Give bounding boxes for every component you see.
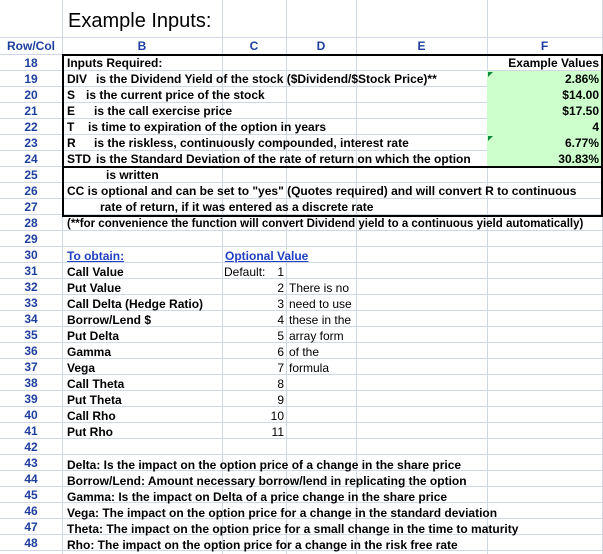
- obtain-item-label: Put Value: [67, 281, 122, 295]
- example-values-heading: Example Values: [508, 56, 599, 70]
- row-header[interactable]: 44: [24, 472, 38, 486]
- column-header-b[interactable]: B: [137, 39, 147, 53]
- input-desc-std: is the Standard Deviation of the rate of return on which the option: [96, 152, 471, 166]
- optional-value-heading[interactable]: Optional Value: [225, 249, 309, 263]
- input-desc-std-cont: is written: [106, 168, 159, 182]
- row-header[interactable]: 35: [24, 328, 38, 342]
- obtain-item-label: Vega: [67, 361, 96, 375]
- obtain-item-value[interactable]: 9: [277, 393, 284, 407]
- dividend-note: (**for convenience the function will convert Dividend yield to a continuous yield automatically): [67, 218, 584, 230]
- input-code-s: S: [67, 88, 76, 102]
- gridline: [0, 454, 603, 455]
- input-desc-div: is the Dividend Yield of the stock ($Dividend/$Stock Price)**: [96, 72, 437, 86]
- obtain-item-value[interactable]: 4: [277, 313, 284, 327]
- row-header[interactable]: 19: [24, 72, 38, 86]
- cc-note-line1: CC is optional and can be set to "yes" (Quotes required) and will convert R to continuous: [67, 184, 577, 198]
- row-header[interactable]: 23: [24, 136, 38, 150]
- column-header-c[interactable]: C: [249, 39, 259, 53]
- obtain-item-label: Gamma: [67, 345, 112, 359]
- row-header[interactable]: 37: [24, 360, 38, 374]
- row-header[interactable]: 30: [24, 248, 38, 262]
- row-col-corner: Row/Col: [7, 39, 55, 53]
- row-header[interactable]: 48: [24, 536, 38, 550]
- obtain-item-value[interactable]: 6: [277, 345, 284, 359]
- row-header[interactable]: 29: [24, 232, 38, 246]
- row-header[interactable]: 47: [24, 520, 38, 534]
- obtain-item-label: Call Delta (Hedge Ratio): [67, 297, 204, 311]
- input-value-s[interactable]: $14.00: [562, 88, 599, 102]
- definition-gamma: Gamma: Is the impact on Delta of a price change in the share price: [67, 490, 448, 504]
- input-code-e: E: [67, 104, 76, 118]
- row-header[interactable]: 26: [24, 184, 38, 198]
- obtain-item-value[interactable]: 7: [277, 361, 284, 375]
- obtain-item-label: Put Delta: [67, 329, 120, 343]
- input-desc-e: is the call exercise price: [94, 104, 233, 118]
- row-header[interactable]: 43: [24, 456, 38, 470]
- to-obtain-heading[interactable]: To obtain:: [67, 249, 125, 263]
- input-code-t: T: [67, 120, 75, 134]
- row-header[interactable]: 25: [24, 168, 38, 182]
- row-header[interactable]: 31: [24, 264, 38, 278]
- input-value-t[interactable]: 4: [592, 120, 599, 134]
- input-value-e[interactable]: $17.50: [562, 104, 599, 118]
- obtain-item-value[interactable]: 2: [277, 281, 284, 295]
- column-header-f[interactable]: F: [540, 39, 549, 53]
- row-header[interactable]: 22: [24, 120, 38, 134]
- row-header[interactable]: 24: [24, 152, 38, 166]
- obtain-item-label: Call Theta: [67, 377, 125, 391]
- row-header[interactable]: 45: [24, 488, 38, 502]
- row-header[interactable]: 27: [24, 200, 38, 214]
- inputs-heading: Inputs Required:: [67, 56, 163, 70]
- input-code-div: DIV: [67, 72, 88, 86]
- obtain-item-value[interactable]: 11: [271, 425, 284, 439]
- input-code-std: STD: [67, 152, 91, 166]
- gridline: [0, 246, 603, 247]
- definition-theta: Theta: The impact on the option price for a small change in the time to maturity: [67, 522, 519, 536]
- side-note-line: need to use: [289, 297, 352, 311]
- column-header-d[interactable]: D: [316, 39, 326, 53]
- input-desc-s: is the current price of the stock: [86, 88, 265, 102]
- row-header[interactable]: 41: [24, 424, 38, 438]
- row-header[interactable]: 38: [24, 376, 38, 390]
- row-header[interactable]: 28: [24, 216, 38, 230]
- default-label: Default:: [224, 265, 266, 279]
- side-note-line: these in the: [289, 313, 352, 327]
- side-note-line: formula: [289, 361, 330, 375]
- obtain-item-value[interactable]: 1: [277, 265, 284, 279]
- obtain-item-value[interactable]: 8: [277, 377, 284, 391]
- row-header[interactable]: 21: [24, 104, 38, 118]
- row-header[interactable]: 18: [24, 56, 38, 70]
- obtain-item-label: Call Value: [67, 265, 124, 279]
- obtain-item-label: Put Rho: [67, 425, 113, 439]
- obtain-item-label: Borrow/Lend $: [67, 313, 152, 327]
- input-code-r: R: [67, 136, 76, 150]
- input-value-r[interactable]: 6.77%: [564, 136, 599, 150]
- obtain-item-label: Call Rho: [67, 409, 116, 423]
- definition-borrow-lend: Borrow/Lend: Amount necessary borrow/lend in replicating the option: [67, 474, 467, 488]
- side-note-line: array form: [289, 329, 344, 343]
- input-value-std[interactable]: 30.83%: [558, 152, 599, 166]
- row-header[interactable]: 36: [24, 344, 38, 358]
- cc-note-line2: rate of return, if it was entered as a discrete rate: [100, 200, 374, 214]
- definition-delta: Delta: Is the impact on the option price of a change in the share price: [67, 458, 462, 472]
- row-header[interactable]: 46: [24, 504, 38, 518]
- input-desc-r: is the riskless, continuously compounded, interest rate: [94, 136, 409, 150]
- row-header[interactable]: 39: [24, 392, 38, 406]
- row-header[interactable]: 34: [24, 312, 38, 326]
- obtain-item-value[interactable]: 5: [277, 329, 284, 343]
- obtain-item-label: Put Theta: [67, 393, 122, 407]
- input-value-div[interactable]: 2.86%: [564, 72, 599, 86]
- row-header[interactable]: 40: [24, 408, 38, 422]
- row-header[interactable]: 32: [24, 280, 38, 294]
- definition-vega: Vega: The impact on the option price for a change in the standard deviation: [67, 506, 498, 520]
- row-header[interactable]: 42: [24, 440, 38, 454]
- side-note-line: of the: [289, 345, 320, 359]
- side-note-line: There is no: [289, 281, 350, 295]
- obtain-item-value[interactable]: 10: [270, 409, 284, 423]
- row-header[interactable]: 33: [24, 296, 38, 310]
- obtain-item-value[interactable]: 3: [277, 297, 284, 311]
- definition-rho: Rho: The impact on the option price for a change in the risk free rate: [67, 538, 458, 552]
- sheet-title: Example Inputs:: [68, 10, 212, 32]
- column-header-e[interactable]: E: [417, 39, 426, 53]
- row-header[interactable]: 20: [24, 88, 38, 102]
- input-desc-t: is time to expiration of the option in years: [88, 120, 327, 134]
